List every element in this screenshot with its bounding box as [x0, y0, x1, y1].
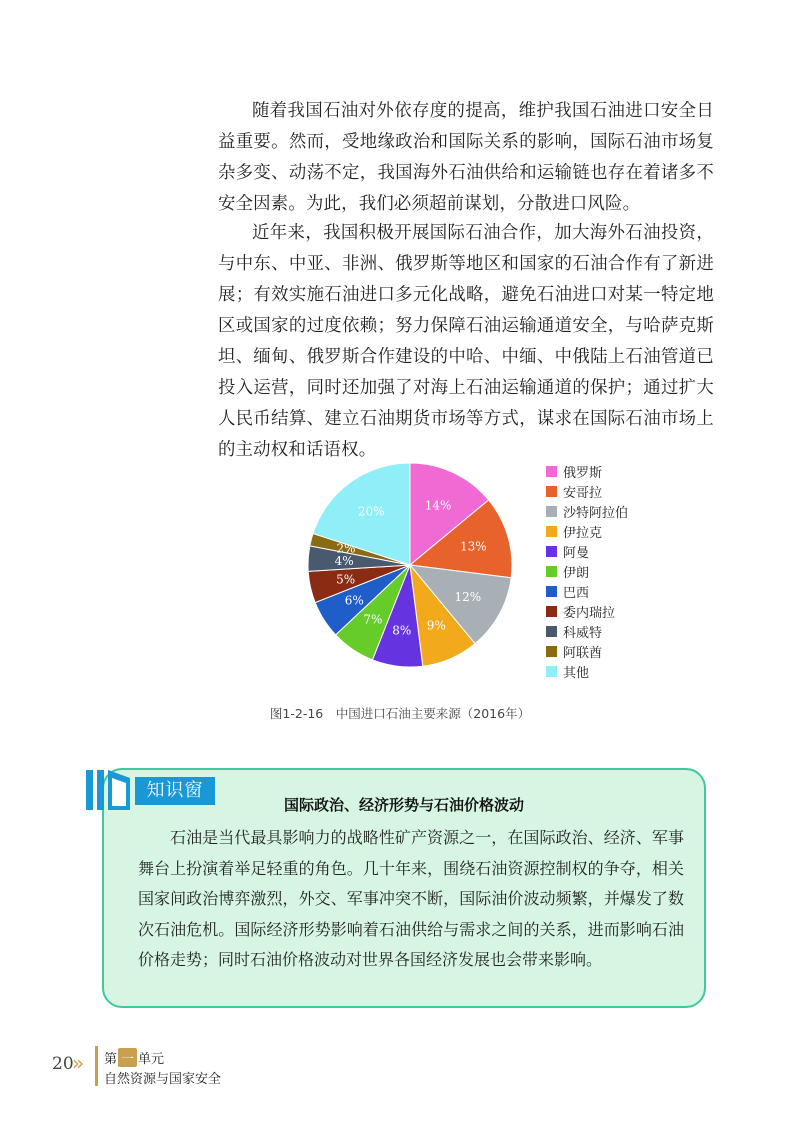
unit-label: [104, 1048, 164, 1067]
legend-item-4: [546, 541, 628, 561]
pie-label-4: 8%: [392, 623, 412, 638]
legend-swatch: [546, 626, 557, 637]
unit-suffix: 单元: [138, 1052, 165, 1067]
knowledge-text: 石油是当代最具影响力的战略性矿产资源之一，在国际政治、经济、军事舞台上扮演着举足轻重的角色。几十年来，围绕石油资源控制权的争夺，相关国家间政治博弈激烈，外交、军事冲突不断，国际油价波动频繁，并爆发了数次石油危机。国际经济形势影响着石油供给与需求之间的关系，进而影响石油价格走势；同时石油价格波动对世界各国经济发展也会带来影响。: [138, 828, 684, 969]
knowledge-badge: 知识窗: [135, 777, 215, 805]
legend-item-2: [546, 501, 628, 521]
footer-divider: [95, 1046, 98, 1086]
pie-label-6: 6%: [344, 593, 364, 608]
legend-item-8: [546, 621, 628, 641]
legend-swatch: [546, 666, 557, 677]
knowledge-title: 国际政治、经济形势与石油价格波动: [283, 796, 524, 814]
legend-swatch: [546, 606, 557, 617]
legend-label: 委内瑞拉: [563, 605, 616, 621]
legend-label: 伊拉克: [563, 525, 603, 541]
legend-swatch: [546, 646, 557, 657]
legend-item-3: [546, 521, 628, 541]
unit-subtitle: 自然资源与国家安全: [104, 1072, 222, 1087]
legend-label: 其他: [563, 665, 590, 681]
legend-swatch: [546, 546, 557, 557]
unit-prefix: 第: [104, 1052, 118, 1067]
paragraph-1: 随着我国石油对外依存度的提高，维护我国石油进口安全日益重要。然而，受地缘政治和国际关系的影响，国际石油市场复杂多变、动荡不定，我国海外石油供给和运输链也存在着诸多不安全因素。为此，我们必须超前谋划，分散进口风险。: [218, 101, 714, 214]
legend-swatch: [546, 526, 557, 537]
legend-label: 俄罗斯: [563, 465, 603, 481]
pie-label-0: 14%: [424, 498, 452, 513]
legend-swatch: [546, 566, 557, 577]
legend-swatch: [546, 586, 557, 597]
legend-item-1: [546, 481, 628, 501]
pie-label-8: 4%: [334, 553, 354, 568]
legend-item-10: [546, 661, 628, 681]
legend-label: 沙特阿拉伯: [563, 505, 629, 521]
figure-caption: 图1-2-16 中国进口石油主要来源（2016年）: [269, 706, 531, 721]
chart-legend: [546, 461, 628, 681]
pie-label-1: 13%: [460, 539, 487, 554]
pie-label-2: 12%: [454, 589, 482, 604]
legend-label: 伊朗: [563, 565, 590, 581]
pie-label-3: 9%: [426, 618, 446, 633]
legend-swatch: [546, 466, 557, 477]
pie-label-7: 5%: [336, 572, 356, 587]
pie-label-5: 7%: [363, 612, 383, 627]
pie-label-10: 20%: [357, 504, 385, 519]
legend-item-0: [546, 461, 628, 481]
legend-label: 阿曼: [563, 545, 590, 561]
page-number: 20: [52, 1054, 74, 1074]
unit-number: 一: [118, 1048, 137, 1067]
legend-swatch: [546, 486, 557, 497]
paragraph-2: 近年来，我国积极开展国际石油合作，加大海外石油投资，与中东、中亚、非洲、俄罗斯等地区和国家的石油合作有了新进展；有效实施石油进口多元化战略，避免石油进口对某一特定地区或国家的过度依赖；努力保障石油运输通道安全，与哈萨克斯坦、缅甸、俄罗斯合作建设的中哈、中缅、中俄陆上石油管道已投入运营，同时还加强了对海上石油运输通道的保护；通过扩大人民币结算、建立石油期货市场等方式，谋求在国际石油市场上的主动权和话语权。: [218, 223, 714, 460]
legend-label: 阿联酋: [563, 645, 603, 661]
legend-label: 科威特: [563, 625, 603, 641]
legend-item-6: [546, 581, 628, 601]
legend-item-7: [546, 601, 628, 621]
legend-label: 巴西: [563, 585, 590, 601]
legend-item-5: [546, 561, 628, 581]
legend-label: 安哥拉: [563, 485, 603, 501]
legend-item-9: [546, 641, 628, 661]
pie-label-9: 2%: [336, 541, 356, 556]
legend-swatch: [546, 506, 557, 517]
double-chevron-icon: »: [72, 1051, 85, 1075]
